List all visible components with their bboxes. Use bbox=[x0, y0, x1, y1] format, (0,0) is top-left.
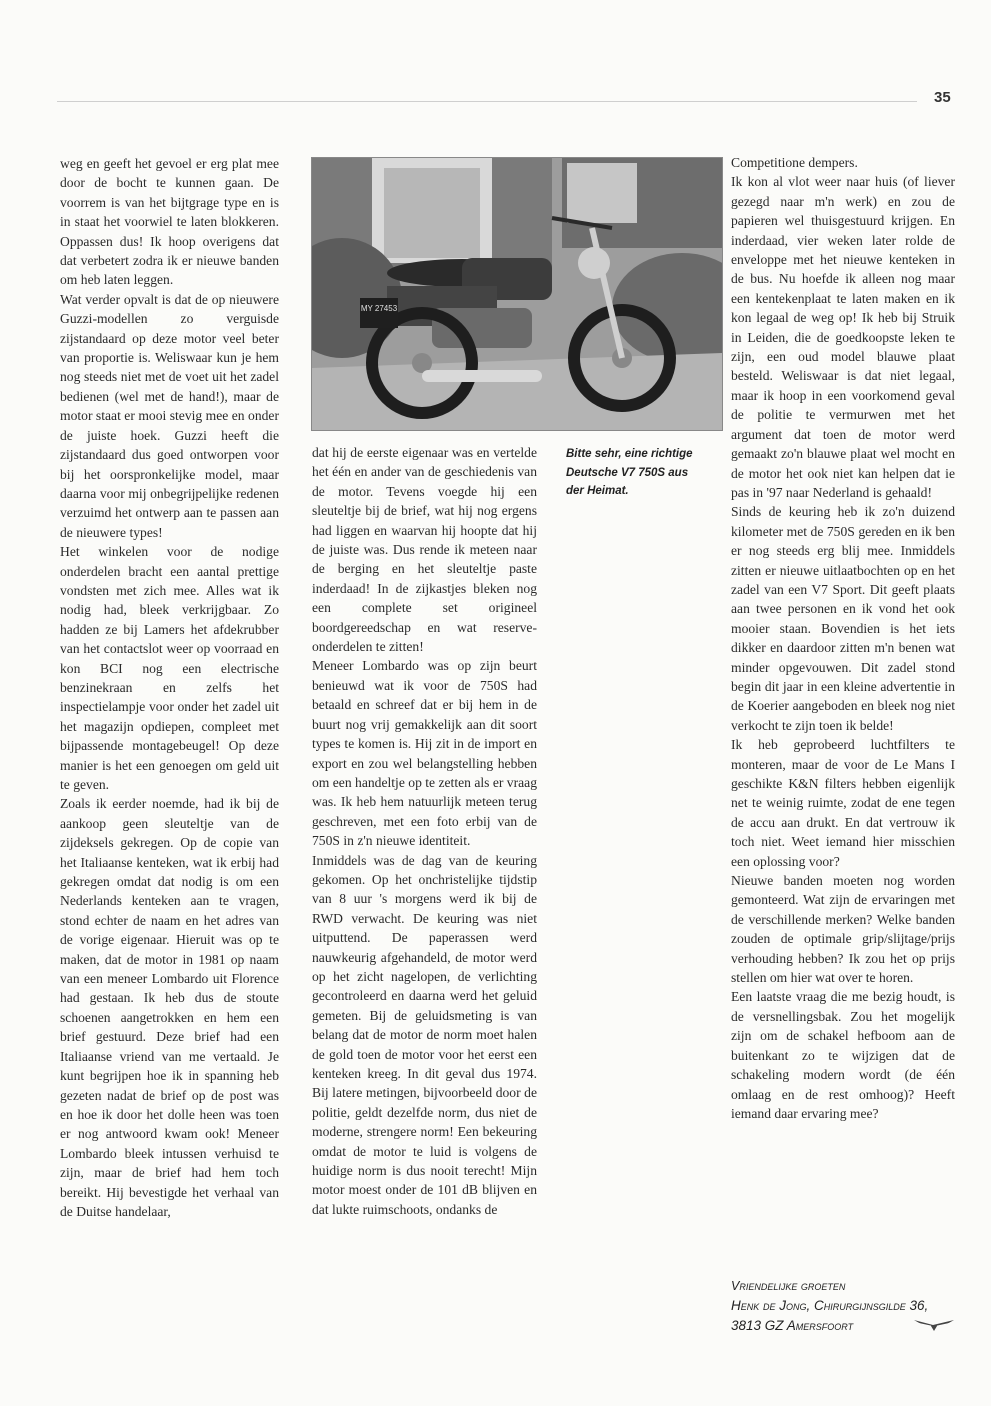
paragraph: Zoals ik eerder noemde, had ik bij de aankoop geen sleuteltje van de zijdeksels gekregen. Op de copie van het Italiaanse kenteken, wat ik erbij had gekregen omdat dat nodig is om een Nederlands kenteken aan te vragen, stond echter de naam en het adres van de vorige eigenaar. Hieruit was op te maken, dat de motor in 1981 op naam van een meneer Lombardo uit Florence had gestaan. Ik heb dus de stoute schoenen aangetrokken en hem een brief gestuurd. Deze brief had een Italiaanse vriend van me vertaald. Je kunt begrijpen hoe ik in spanning heb gezeten nadat de brief op de post was en hoe ik door het dolle heen was toen er nog antwoord kwam ook! Meneer Lombardo bleek intussen verhuisd te zijn, maar de brief had hem toch bereikt. Hij bevestigde het verhaal van de Duitse handelaar, bbox=[60, 796, 279, 1219]
signature-greeting: Vriendelijke groeten bbox=[731, 1279, 846, 1293]
signature-address-line-1: Henk de Jong, Chirurgijnsgilde 36, bbox=[731, 1298, 929, 1313]
paragraph: Sinds de keuring heb ik zo'n duizend kilometer met de 750S gereden en ik ben er nog steeds erg blij mee. Inmiddels zitten er nieuwe uitlaatbochten op en het zadel van een V7 Sport. Dit geeft plaats aan twee personen en ik vond het ook mooier staan. Bovendien is het iets dikker en daardoor zitten m'n benen wat minder opgevouwen. Dit zadel stond begin dit jaar in een kleine advertentie in de Koerier aangeboden en bleek nog niet verkocht te zijn toen ik belde! bbox=[731, 504, 955, 733]
paragraph: Inmiddels was de dag van de keuring gekomen. Op het onchristelijke tijdstip van 8 uur 's morgens werd ik bij de RWD verwacht. De keuring was niet uitputtend. De paperassen werd nauwkeurig afgehandeld, de motor werd op het zicht nagelopen, de verlichting gecontroleerd en daarna werd het geluid gemeten. Bij de geluidsmeting is van belang dat de motor de norm moet halen de gold toen de motor voor het eerst een kenteken kreeg. In dit geval dus 1974. Bij latere metingen, bijvoorbeeld door de politie, geldt dezelfde norm, dus niet de moderne, strengere norm! Een bekeuring omdat de motor te luid is volgens de huidige norm is dus nooit terecht! Mijn motor moest onder de 101 dB blijven en dat lukte ruimschoots, ondanks de bbox=[312, 852, 537, 1217]
paragraph: Ik heb geprobeerd luchtfilters te monteren, maar de voor de Le Mans I geschikte K&N filters hebben eigenlijk net te weinig ruimte, zodat de ene tegen de accu aan drukt. En dat vertrouw ik toch niet. Weet iemand hier misschien een oplossing voor? bbox=[731, 737, 955, 869]
page-number: 35 bbox=[934, 89, 951, 106]
paragraph: dat hij de eerste eigenaar was en vertelde het één en ander van de geschiedenis van de motor. Tevens voegde hij een sleuteltje bij de brief, wat hij nog ergens had liggen en waarvan hij hoopte dat hij de juiste was. Dus rende ik meteen naar de berging en het sleuteltje paste inderdaad! In de zijkastjes bleken nog een complete set origineel boordgereedschap en wat reserve-onderdelen te zitten! bbox=[312, 445, 537, 655]
article-column-2 bbox=[312, 443, 537, 1219]
motorcycle-photo bbox=[311, 157, 723, 431]
paragraph: Het winkelen voor de nodige onderdelen bracht een aantal prettige vondsten met zich mee. Alles wat ik nodig had, bleek verkrijgbaar. Zo hadden ze bij Lamers het afdekrubber van het contactslot weer op voorraad en kon BCI nog een electrische benzinekraan en zelfs het inspectielampje voor onder het zadel uit het magazijn opdiepen, compleet met bijpassende montagebeugel! Op deze manier is het een genoegen om geld uit te geven. bbox=[60, 544, 279, 792]
paragraph: Nieuwe banden moeten nog worden gemonteerd. Wat zijn de ervaringen met de verschillende merken? Welke banden zouden de optimale grip/slijtage/prijs verhouding hebben? Ik zou het op prijs stellen om hier wat over te horen. bbox=[731, 873, 955, 986]
article-column-1 bbox=[60, 154, 279, 1221]
signature-address-line-2: 3813 GZ Amersfoort bbox=[731, 1318, 854, 1333]
paragraph: weg en geeft het gevoel er erg plat mee door de bocht te kunnen gaan. De voorrem is van het bijtgrage type en is in staat het voorwiel te laten blokkeren. Oppassen dus! Ik hoop overigens dat dat verbetert zodra ik er nieuwe banden om heb laten leggen. bbox=[60, 156, 279, 288]
paragraph: Een laatste vraag die me bezig houdt, is de versnellingsbak. Zou het mogelijk zijn om de schakel hefboom aan de buitenkant zo te wijzigen dat de schakeling modern wordt (de één omlaag en de rest omhoog)? Heeft iemand daar ervaring mee? bbox=[731, 989, 955, 1121]
paragraph: Competitione dempers. bbox=[731, 155, 858, 170]
photo-caption: Bitte sehr, eine richtige Deutsche V7 750S aus der Heimat. bbox=[566, 448, 693, 497]
eagle-wings-icon bbox=[913, 1316, 955, 1332]
license-plate-text: MY 27453 bbox=[360, 304, 398, 313]
article-column-3 bbox=[731, 153, 955, 1123]
header-rule bbox=[57, 101, 917, 102]
paragraph: Wat verder opvalt is dat de op nieuwere Guzzi-modellen zo verguisde zijstandaard op deze motor veel beter van proportie is. Weliswaar kun je hem nog steeds niet met de voet uit het zadel bedienen (wel met de hand!), maar de motor staat er mooi stevig mee en onder de juiste hoek. Guzzi heeft die zijstandaard dus goed ontworpen voor bij het oorspronkelijke model, maar daarna voor mij onbegrijpelijke redenen verzuimd het ontwerp aan te passen aan de nieuwere types! bbox=[60, 291, 279, 540]
paragraph: Ik kon al vlot weer naar huis (of liever gezegd naar m'n werk) en zou de papieren wel thuisgestuurd krijgen. En inderdaad, vier weken later rolde de enveloppe met het nieuwe kenteken in de bus. Nu hoefde ik alleen nog maar een kentekenplaat te laten maken en ik kon legaal de weg op! Ik heb bij Struik in Leiden, die de goedkoopste leken te zijn, een oud model blauwe plaat besteld. Weliswaar is dat niet legaal, maar ik hoop in een voorkomend geval de politie te vermurwen met het argument dat toen de motor werd gemaakt zo'n blauwe plaat wel mocht en de motor het ook niet kan helpen dat ie pas in '97 naar Nederland is gehaald! bbox=[731, 174, 955, 500]
paragraph: Meneer Lombardo was op zijn beurt benieuwd wat ik voor de 750S had betaald en schreef dat er bij hem in de buurt nog vrij gemakkelijk aan dit soort types te komen is. Hij zit in de import en export en zou wel belangstelling hebben om een handeltje op te zetten als er vraag was. Ik heb hem natuurlijk meteen terug geschreven, met een foto erbij van de 750S in z'n nieuwe identiteit. bbox=[312, 658, 537, 849]
